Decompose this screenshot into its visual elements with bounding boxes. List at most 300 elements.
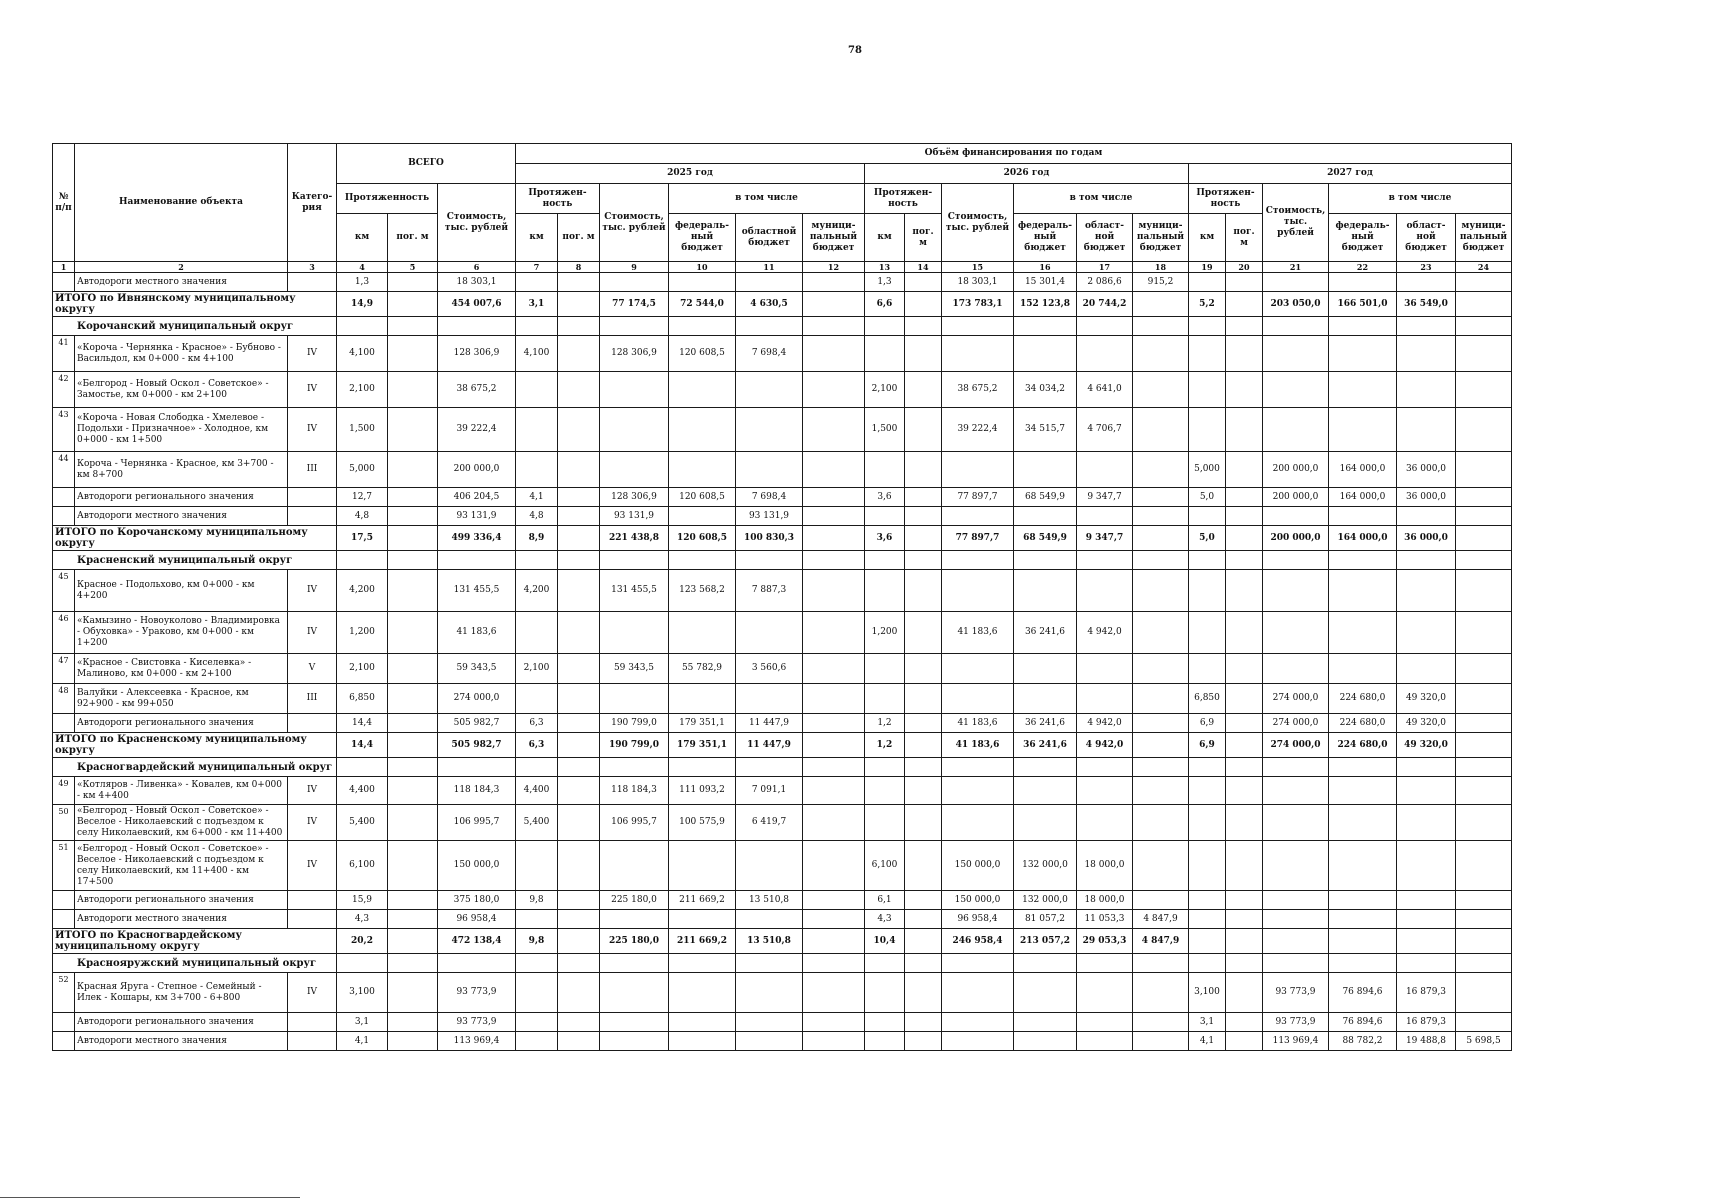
empty-cell — [1189, 954, 1226, 973]
table-cell — [1133, 684, 1189, 714]
header-2027-length: Протяжен-ность — [1189, 184, 1263, 214]
table-cell: 5,000 — [1189, 452, 1226, 488]
table-cell: 5,000 — [337, 452, 388, 488]
total-cell: 173 783,1 — [942, 292, 1014, 317]
table-cell — [803, 1013, 865, 1032]
table-cell: 93 131,9 — [736, 507, 803, 526]
column-number: 18 — [1133, 262, 1189, 273]
table-cell — [1456, 1013, 1512, 1032]
table-cell — [1189, 777, 1226, 805]
table-cell — [669, 1013, 736, 1032]
total-cell: 20,2 — [337, 929, 388, 954]
table-cell: 128 306,9 — [600, 488, 669, 507]
table-cell — [558, 372, 600, 408]
table-cell — [942, 507, 1014, 526]
column-number: 23 — [1397, 262, 1456, 273]
column-number: 24 — [1456, 262, 1512, 273]
empty-cell — [1014, 758, 1077, 777]
table-cell — [1226, 684, 1263, 714]
table-cell: 106 995,7 — [600, 805, 669, 841]
table-cell: 12,7 — [337, 488, 388, 507]
table-cell — [388, 336, 438, 372]
row-index — [53, 488, 75, 507]
table-cell — [1226, 891, 1263, 910]
subtotal-label: Автодороги местного значения — [75, 1032, 288, 1051]
header-vsego-cost: Стоимость, тыс. рублей — [438, 184, 516, 262]
header-year-2025: 2025 год — [516, 164, 865, 184]
table-cell: 7 698,4 — [736, 488, 803, 507]
table-cell — [1133, 408, 1189, 452]
table-cell: 128 306,9 — [438, 336, 516, 372]
object-name: «Белгород - Новый Оскол - Советское» - Замостье, км 0+000 - км 2+100 — [75, 372, 288, 408]
column-number: 7 — [516, 262, 558, 273]
table-cell — [905, 612, 942, 654]
table-cell — [803, 452, 865, 488]
empty-cell — [1263, 317, 1329, 336]
header-year-2027: 2027 год — [1189, 164, 1512, 184]
table-cell — [1226, 910, 1263, 929]
table-cell: 96 958,4 — [942, 910, 1014, 929]
total-cell: 9 347,7 — [1077, 526, 1133, 551]
header-2026-municipal: муници-пальный бюджет — [1133, 214, 1189, 262]
subtotal-label: Автодороги регионального значения — [75, 1013, 288, 1032]
table-cell — [1077, 805, 1133, 841]
empty-cell — [865, 954, 905, 973]
table-cell — [558, 570, 600, 612]
table-cell: 2,100 — [516, 654, 558, 684]
table-cell — [1226, 805, 1263, 841]
total-cell: 499 336,4 — [438, 526, 516, 551]
table-cell — [1329, 805, 1397, 841]
row-index — [53, 714, 75, 733]
table-cell — [803, 891, 865, 910]
empty-cell — [600, 317, 669, 336]
total-cell: 200 000,0 — [1263, 526, 1329, 551]
table-cell: 1,200 — [337, 612, 388, 654]
table-cell — [1329, 408, 1397, 452]
table-cell: 11 447,9 — [736, 714, 803, 733]
empty-cell — [1263, 551, 1329, 570]
road-object-row — [53, 372, 1512, 408]
empty-cell — [600, 551, 669, 570]
table-cell — [558, 841, 600, 891]
empty-cell — [1456, 551, 1512, 570]
table-cell — [1329, 910, 1397, 929]
total-cell: 6,6 — [865, 292, 905, 317]
table-cell — [803, 654, 865, 684]
table-cell — [803, 612, 865, 654]
table-cell — [1226, 654, 1263, 684]
table-cell — [1456, 488, 1512, 507]
total-cell: 224 680,0 — [1329, 733, 1397, 758]
empty-cell — [1263, 758, 1329, 777]
table-cell — [905, 372, 942, 408]
table-cell — [1189, 273, 1226, 292]
total-cell — [388, 526, 438, 551]
object-name: Короча - Чернянка - Красное, км 3+700 - км 8+700 — [75, 452, 288, 488]
empty-cell — [1133, 954, 1189, 973]
column-number: 8 — [558, 262, 600, 273]
table-cell: 68 549,9 — [1014, 488, 1077, 507]
table-cell — [388, 570, 438, 612]
table-cell: 4,1 — [337, 1032, 388, 1051]
table-cell: 36 241,6 — [1014, 612, 1077, 654]
header-2025-length: Протяжен-ность — [516, 184, 600, 214]
table-cell — [1133, 570, 1189, 612]
header-2026-cost: Стоимость, тыс. рублей — [942, 184, 1014, 262]
total-cell: 454 007,6 — [438, 292, 516, 317]
table-cell: 18 000,0 — [1077, 891, 1133, 910]
table-cell: 118 184,3 — [600, 777, 669, 805]
district-total-row — [53, 292, 1512, 317]
table-cell — [1456, 654, 1512, 684]
table-cell — [388, 654, 438, 684]
table-cell: 225 180,0 — [600, 891, 669, 910]
total-cell: 13 510,8 — [736, 929, 803, 954]
empty-cell — [669, 317, 736, 336]
table-cell — [388, 408, 438, 452]
table-cell: 1,200 — [865, 612, 905, 654]
subtotal-label: Автодороги местного значения — [75, 910, 288, 929]
table-cell: 3,1 — [337, 1013, 388, 1032]
table-cell — [803, 273, 865, 292]
table-cell — [1077, 684, 1133, 714]
table-cell — [1133, 777, 1189, 805]
table-cell — [1133, 891, 1189, 910]
column-number: 9 — [600, 262, 669, 273]
table-cell: 164 000,0 — [1329, 452, 1397, 488]
table-cell — [905, 1013, 942, 1032]
column-number: 19 — [1189, 262, 1226, 273]
road-category — [288, 891, 337, 910]
table-cell: 77 897,7 — [942, 488, 1014, 507]
table-cell: 150 000,0 — [942, 841, 1014, 891]
total-cell: 36 549,0 — [1397, 292, 1456, 317]
table-cell — [736, 612, 803, 654]
table-cell — [1263, 910, 1329, 929]
table-cell — [1189, 336, 1226, 372]
table-cell — [388, 452, 438, 488]
table-cell — [600, 1013, 669, 1032]
total-cell — [1133, 292, 1189, 317]
road-category — [288, 273, 337, 292]
column-number: 16 — [1014, 262, 1077, 273]
table-cell — [1263, 273, 1329, 292]
table-cell — [1397, 910, 1456, 929]
total-cell: 5,2 — [1189, 292, 1226, 317]
table-cell — [942, 654, 1014, 684]
total-cell: 203 050,0 — [1263, 292, 1329, 317]
table-cell: 3,100 — [337, 973, 388, 1013]
table-cell — [558, 973, 600, 1013]
empty-cell — [1329, 954, 1397, 973]
table-cell — [1189, 408, 1226, 452]
table-cell — [388, 973, 438, 1013]
district-heading-row — [53, 954, 1512, 973]
table-cell — [942, 805, 1014, 841]
table-cell — [1397, 336, 1456, 372]
total-cell: 9,8 — [516, 929, 558, 954]
table-cell — [1329, 777, 1397, 805]
table-cell: 39 222,4 — [942, 408, 1014, 452]
total-cell — [1226, 929, 1263, 954]
empty-cell — [1133, 551, 1189, 570]
empty-cell — [438, 317, 516, 336]
table-cell: 15,9 — [337, 891, 388, 910]
row-index: 45 — [53, 570, 75, 612]
row-index — [53, 507, 75, 526]
table-cell: 13 510,8 — [736, 891, 803, 910]
table-cell: 6,100 — [865, 841, 905, 891]
header-2025-incl: в том числе — [669, 184, 865, 214]
table-cell: 106 995,7 — [438, 805, 516, 841]
row-index: 50 — [53, 805, 75, 841]
table-cell — [905, 910, 942, 929]
total-cell: 246 958,4 — [942, 929, 1014, 954]
table-cell: 15 301,4 — [1014, 273, 1077, 292]
table-cell — [736, 273, 803, 292]
empty-cell — [438, 551, 516, 570]
header-2027-municipal: муници-пальный бюджет — [1456, 214, 1512, 262]
table-cell — [669, 684, 736, 714]
table-cell — [905, 408, 942, 452]
empty-cell — [1189, 551, 1226, 570]
table-cell: 14,4 — [337, 714, 388, 733]
empty-cell — [337, 317, 388, 336]
empty-cell — [1014, 954, 1077, 973]
table-cell: 1,2 — [865, 714, 905, 733]
empty-cell — [736, 551, 803, 570]
table-cell — [1329, 336, 1397, 372]
table-cell — [669, 1032, 736, 1051]
table-cell — [1226, 336, 1263, 372]
table-cell — [1329, 570, 1397, 612]
empty-cell — [1456, 954, 1512, 973]
table-cell — [1014, 570, 1077, 612]
total-cell: 17,5 — [337, 526, 388, 551]
table-cell — [1014, 1013, 1077, 1032]
table-body — [53, 273, 1512, 1051]
table-cell — [669, 408, 736, 452]
table-cell: 4,400 — [516, 777, 558, 805]
header-vsego-pog-m: пог. м — [388, 214, 438, 262]
table-cell: 4,100 — [516, 336, 558, 372]
empty-cell — [1226, 317, 1263, 336]
table-cell — [803, 336, 865, 372]
total-cell — [558, 929, 600, 954]
empty-cell — [905, 551, 942, 570]
header-name: Наименование объекта — [75, 144, 288, 262]
table-cell — [803, 805, 865, 841]
table-cell — [736, 841, 803, 891]
table-cell — [516, 1013, 558, 1032]
table-cell — [1077, 1032, 1133, 1051]
empty-cell — [803, 551, 865, 570]
table-cell — [803, 777, 865, 805]
table-cell — [1329, 507, 1397, 526]
empty-cell — [337, 551, 388, 570]
table-cell — [516, 973, 558, 1013]
table-cell — [1189, 372, 1226, 408]
table-cell — [388, 372, 438, 408]
column-number: 4 — [337, 262, 388, 273]
object-name: Красное - Подольхово, км 0+000 - км 4+200 — [75, 570, 288, 612]
table-cell — [736, 684, 803, 714]
table-cell — [1263, 841, 1329, 891]
empty-cell — [337, 758, 388, 777]
road-category: III — [288, 684, 337, 714]
table-cell — [1133, 372, 1189, 408]
table-cell: 6 419,7 — [736, 805, 803, 841]
total-cell: 1,2 — [865, 733, 905, 758]
table-cell — [1226, 1013, 1263, 1032]
header-category: Катего-рия — [288, 144, 337, 262]
district-heading-row — [53, 551, 1512, 570]
empty-cell — [942, 551, 1014, 570]
table-cell — [865, 654, 905, 684]
table-cell: 7 091,1 — [736, 777, 803, 805]
table-cell — [516, 408, 558, 452]
table-cell: 118 184,3 — [438, 777, 516, 805]
empty-cell — [516, 551, 558, 570]
table-cell — [1226, 488, 1263, 507]
district-total-row — [53, 526, 1512, 551]
table-cell — [1133, 714, 1189, 733]
table-cell: 120 608,5 — [669, 488, 736, 507]
table-cell — [1397, 891, 1456, 910]
table-cell — [516, 452, 558, 488]
table-cell: 7 887,3 — [736, 570, 803, 612]
table-cell — [736, 372, 803, 408]
total-label: ИТОГО по Ивнянскому муниципальному округу — [53, 292, 337, 317]
table-cell — [600, 973, 669, 1013]
row-index: 52 — [53, 973, 75, 1013]
object-name: «Красное - Свистовка - Киселевка» - Малиново, км 0+000 - км 2+100 — [75, 654, 288, 684]
total-cell: 4 847,9 — [1133, 929, 1189, 954]
table-cell — [1397, 273, 1456, 292]
column-number: 6 — [438, 262, 516, 273]
table-cell: 2 086,6 — [1077, 273, 1133, 292]
table-cell — [558, 336, 600, 372]
row-index: 44 — [53, 452, 75, 488]
road-subtotal-row — [53, 488, 1512, 507]
table-cell — [1456, 452, 1512, 488]
table-cell — [1456, 612, 1512, 654]
table-cell: 100 575,9 — [669, 805, 736, 841]
financing-table — [52, 143, 1512, 1051]
total-cell: 152 123,8 — [1014, 292, 1077, 317]
total-cell: 77 897,7 — [942, 526, 1014, 551]
table-cell — [1077, 1013, 1133, 1032]
table-cell — [558, 507, 600, 526]
table-cell — [1189, 507, 1226, 526]
road-category: IV — [288, 570, 337, 612]
road-category — [288, 910, 337, 929]
empty-cell — [865, 551, 905, 570]
table-cell — [905, 777, 942, 805]
total-cell: 41 183,6 — [942, 733, 1014, 758]
table-cell — [1077, 973, 1133, 1013]
table-cell — [905, 684, 942, 714]
table-cell: 93 773,9 — [438, 973, 516, 1013]
empty-cell — [736, 758, 803, 777]
total-cell: 213 057,2 — [1014, 929, 1077, 954]
road-object-row — [53, 654, 1512, 684]
total-cell: 68 549,9 — [1014, 526, 1077, 551]
table-cell: 132 000,0 — [1014, 841, 1077, 891]
object-name: «Белгород - Новый Оскол - Советское» - Веселое - Николаевский с подъездом к селу Николаевский, км 6+000 - км 11+400 — [75, 805, 288, 841]
table-cell: 38 675,2 — [438, 372, 516, 408]
road-object-row — [53, 612, 1512, 654]
road-object-row — [53, 973, 1512, 1013]
table-cell — [1456, 805, 1512, 841]
table-cell — [600, 910, 669, 929]
table-cell: 375 180,0 — [438, 891, 516, 910]
table-cell — [1263, 612, 1329, 654]
empty-cell — [1456, 317, 1512, 336]
table-cell — [865, 1013, 905, 1032]
table-cell — [388, 841, 438, 891]
empty-cell — [905, 317, 942, 336]
total-cell: 3,6 — [865, 526, 905, 551]
table-cell — [1329, 841, 1397, 891]
subtotal-label: Автодороги регионального значения — [75, 714, 288, 733]
total-cell: 3,1 — [516, 292, 558, 317]
table-cell: 4,400 — [337, 777, 388, 805]
table-cell — [669, 507, 736, 526]
table-cell — [1226, 570, 1263, 612]
table-cell — [558, 452, 600, 488]
empty-cell — [1226, 551, 1263, 570]
total-cell — [803, 733, 865, 758]
table-cell — [1329, 612, 1397, 654]
table-cell — [905, 273, 942, 292]
table-cell: 2,100 — [337, 654, 388, 684]
total-cell: 8,9 — [516, 526, 558, 551]
row-index: 46 — [53, 612, 75, 654]
empty-cell — [1077, 551, 1133, 570]
table-cell — [669, 910, 736, 929]
table-cell — [516, 910, 558, 929]
table-cell — [905, 570, 942, 612]
table-cell: 131 455,5 — [438, 570, 516, 612]
table-cell — [558, 612, 600, 654]
total-cell: 274 000,0 — [1263, 733, 1329, 758]
table-cell: 49 320,0 — [1397, 684, 1456, 714]
row-index — [53, 1032, 75, 1051]
district-total-row — [53, 733, 1512, 758]
table-cell: 81 057,2 — [1014, 910, 1077, 929]
table-cell — [669, 841, 736, 891]
table-cell — [558, 1032, 600, 1051]
empty-cell — [516, 758, 558, 777]
table-cell — [865, 1032, 905, 1051]
empty-cell — [736, 954, 803, 973]
empty-cell — [905, 954, 942, 973]
empty-cell — [1133, 317, 1189, 336]
table-cell: 9 347,7 — [1077, 488, 1133, 507]
table-cell — [1456, 372, 1512, 408]
table-cell — [1133, 488, 1189, 507]
column-number: 15 — [942, 262, 1014, 273]
total-cell: 5,0 — [1189, 526, 1226, 551]
table-cell: 34 515,7 — [1014, 408, 1077, 452]
table-cell — [600, 684, 669, 714]
table-cell: 131 455,5 — [600, 570, 669, 612]
total-cell — [905, 929, 942, 954]
table-cell: 6,9 — [1189, 714, 1226, 733]
table-cell — [558, 273, 600, 292]
